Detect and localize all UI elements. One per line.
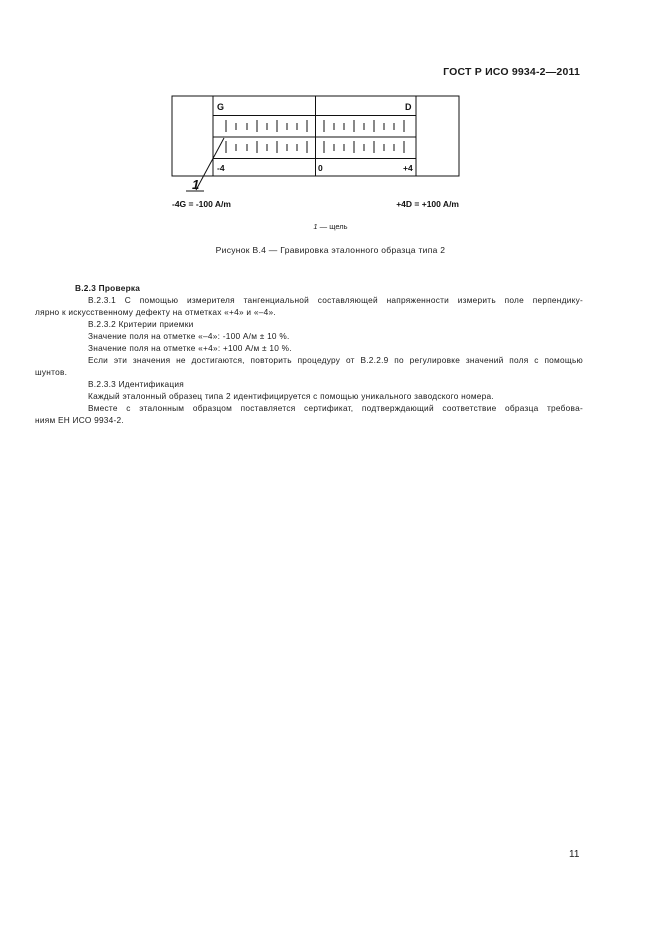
label-plus4: +4 (403, 163, 413, 173)
label-g: G (217, 102, 225, 112)
paragraph-retry-line2: шунтов. (35, 367, 68, 377)
label-minus4: -4 (217, 163, 225, 173)
page-number: 11 (569, 849, 580, 860)
label-zero: 0 (318, 163, 323, 173)
standard-header: ГОСТ Р ИСО 9934-2—2011 (443, 66, 580, 78)
subsection-identification: В.2.3.3 Идентификация (88, 379, 185, 389)
figure-legend (0, 222, 661, 231)
legend-number: 1 (313, 222, 318, 231)
paragraph-certificate-line2: ниям ЕН ИСО 9934-2. (35, 415, 124, 425)
reference-block-engraving-figure (0, 0, 661, 260)
criterion-minus4: Значение поля на отметке «–4»: -100 А/м ± 10 %. (88, 331, 290, 341)
section-heading: В.2.3 Проверка (75, 283, 141, 293)
right-field-label: +4D = +100 A/m (396, 199, 459, 209)
subsection-acceptance-criteria: В.2.3.2 Критерии приемки (88, 319, 194, 329)
left-field-label: -4G = -100 A/m (172, 199, 231, 209)
criterion-plus4: Значение поля на отметке «+4»: +100 А/м ± 10 %. (88, 343, 292, 353)
paragraph-measure-line1: В.2.3.1 С помощью измерителя тангенциальной составляющей напряженности измерить поле перпендику- (88, 295, 583, 305)
reference-block-outline (172, 96, 459, 176)
paragraph-certificate-line1: Вместе с эталонным образцом поставляется сертификат, подтверждающий соответствие образца требова- (88, 403, 583, 413)
paragraph-measure-line2: лярно к искусственному дефекту на отметках «+4» и «–4». (35, 307, 276, 317)
callout-number: 1 (192, 177, 200, 192)
label-d: D (405, 102, 412, 112)
section-body (35, 282, 583, 426)
paragraph-serial-number: Каждый эталонный образец типа 2 идентифицируется с помощью уникального заводского номера. (88, 391, 494, 401)
figure-caption: Рисунок В.4 — Гравировка эталонного образца типа 2 (215, 245, 446, 255)
legend-text: — щель (317, 222, 348, 231)
paragraph-retry-line1: Если эти значения не достигаются, повторить процедуру от В.2.2.9 по регулировке значений поля с помощью (88, 355, 583, 365)
